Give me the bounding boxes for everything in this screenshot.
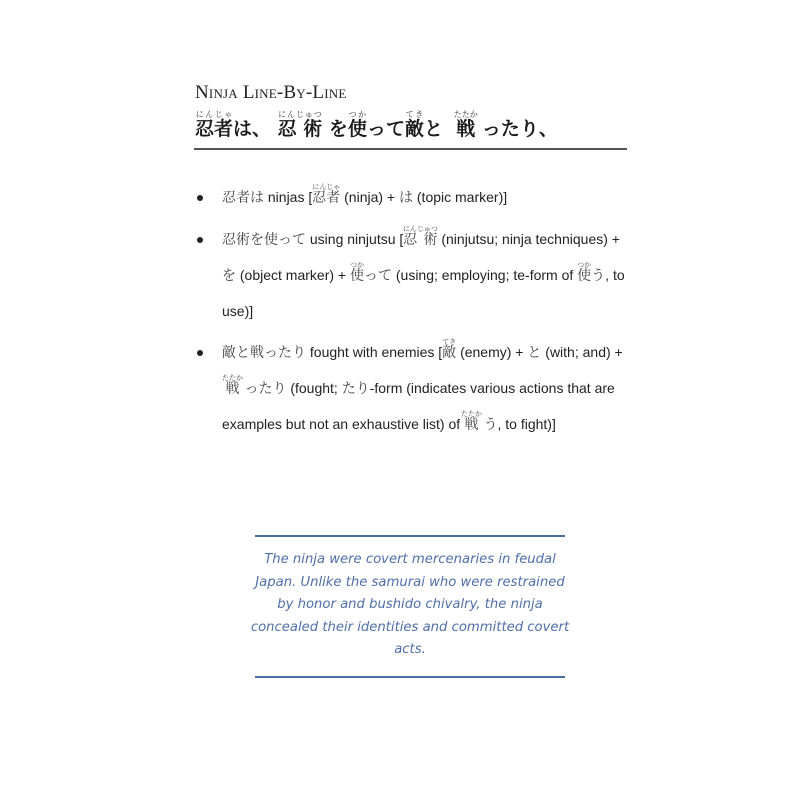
ruby-word: 戦たたか	[453, 110, 478, 140]
ruby-word: 忍者にんじゃ	[195, 110, 234, 140]
gloss-text: (object marker) +	[236, 267, 350, 283]
list-item	[195, 222, 635, 329]
pull-quote-top-rule	[255, 535, 565, 537]
ruby-word: 使つか	[577, 261, 592, 284]
bullet-icon	[197, 195, 203, 201]
ruby-word: 忍者にんじゃ	[312, 183, 341, 206]
gloss-text: (ninja) +	[340, 189, 399, 205]
ruby-word: 使つか	[347, 110, 367, 140]
phrase-english: using ninjutsu [	[306, 231, 404, 247]
list-item	[195, 335, 635, 443]
japanese-sentence-heading	[195, 108, 627, 142]
kana-segment: は、	[233, 118, 272, 140]
ruby-word: 使つか	[349, 261, 364, 284]
gloss-text: (with; and) +	[541, 344, 623, 360]
pull-quote: The ninja were covert mercenaries in feudal Japan. Unlike the samurai who were restrained by honor and bushido chivalry, the ninja concealed their identities and committed covert acts.	[250, 552, 570, 657]
ruby-word: 戦たたか	[222, 374, 243, 397]
pull-quote-bottom-rule	[255, 676, 565, 678]
heading-underline	[194, 148, 627, 150]
bullet-icon	[197, 237, 203, 243]
kana-segment: と	[423, 118, 450, 140]
phrase-japanese: 忍者は	[222, 190, 264, 206]
phrase-japanese: 忍術を使って	[222, 232, 306, 248]
kana: たり	[341, 381, 370, 397]
ruby-word: 戦たたか	[461, 410, 483, 433]
kana: は	[399, 190, 413, 206]
kana-segment: ったり、	[475, 118, 558, 140]
kana: う	[479, 417, 498, 433]
gloss-text: (fought;	[286, 380, 342, 396]
kana: って	[363, 268, 392, 284]
gloss-text: (enemy) +	[456, 344, 528, 360]
ruby-word: 敵てき	[404, 110, 424, 140]
section-title: Ninja Line-By-Line	[195, 82, 347, 103]
kana: と	[527, 345, 542, 361]
kana-segment: を	[328, 118, 348, 140]
gloss-text: -form (indicates various actions that are examples but not an exhaustive list) of	[222, 380, 615, 432]
phrase-english: fought with enemies [	[306, 344, 443, 360]
kana-segment: って	[366, 118, 405, 140]
gloss-text: , to use)]	[222, 267, 625, 319]
breakdown-list	[195, 180, 635, 449]
list-item	[195, 180, 635, 216]
kana: ったり	[240, 381, 287, 397]
ruby-word: 忍 術にんじゅつ	[277, 110, 323, 140]
ruby-word: 忍 術にんじゅつ	[402, 225, 438, 248]
kana: を	[222, 268, 236, 284]
kana: う	[591, 268, 606, 284]
ruby-word: 敵てき	[442, 338, 457, 361]
gloss-text: , to fight)]	[497, 416, 556, 432]
gloss-text: (ninjutsu; ninja techniques) +	[437, 231, 620, 247]
gloss-text: (topic marker)]	[413, 189, 508, 205]
bullet-icon	[197, 350, 203, 356]
phrase-japanese: 敵と戦ったり	[222, 345, 306, 361]
gloss-text: (using; employing; te-form of	[391, 267, 578, 283]
phrase-english: ninjas [	[264, 189, 313, 205]
